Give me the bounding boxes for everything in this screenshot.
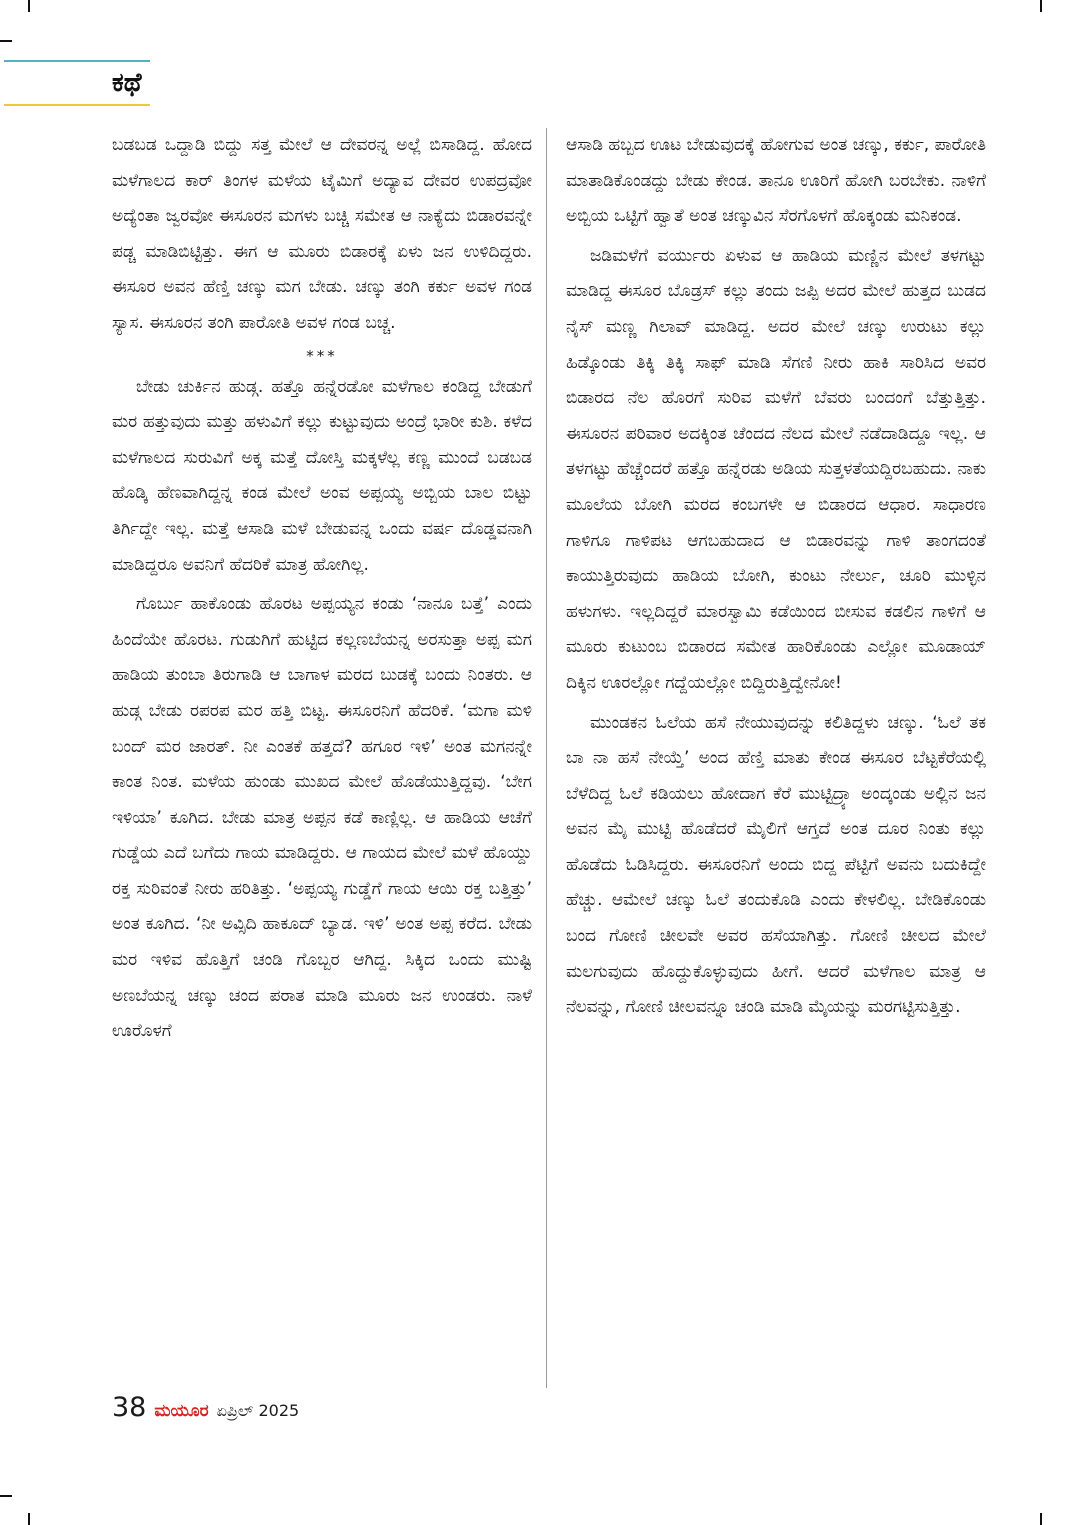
paragraph: ಗೊರ್ಬು ಹಾಕೊಂಡು ಹೊರಟ ಅಪ್ಪಯ್ಯನ ಕಂಡು ‘ನಾನೂ ಬತ್ತೆ’ ಎಂದು ಹಿಂದೆಯೇ ಹೊರಟ. ಗುಡುಗಿಗೆ ಹುಟ್ಟಿದ ಕಲ್ಲಣಬೆಯನ್ನ ಅರಸುತ್ತಾ ಅಪ್ಪ ಮಗ ಹಾಡಿಯ ತುಂಬಾ ತಿರುಗಾಡಿ ಆ ಬಾಗಾಳ ಮರದ ಬುಡಕ್ಕೆ ಬಂದು ನಿಂತರು. ಆ ಹುಡ್ಗ ಬೇಡು ರಪರಪ ಮರ ಹತ್ತಿ ಬಿಟ್ಟ. ಈಸೂರನಿಗೆ ಹೆದರಿಕೆ. ‘ಮಗಾ ಮಳಿ ಬಂದ್ ಮರ ಜಾರತ್. ನೀ ಎಂತಕೆ ಹತ್ತದೆ? ಹಗೂರ ಇಳಿ’ ಅಂತ ಮಗನನ್ನೇ ಕಾಂತ ನಿಂತ. ಮಳೆಯ ಹುಂಡು ಮುಖದ ಮೇಲೆ ಹೊಡೆಯುತ್ತಿದ್ದವು. ‘ಬೇಗ ಇಳಿಯಾ’ ಕೂಗಿದ. ಬೇಡು ಮಾತ್ರ ಅಪ್ಪನ ಕಡೆ ಕಾಣ್ಲಿಲ್ಲ. ಆ ಹಾಡಿಯ ಆಚೆಗೆ ಗುಡ್ಡೆಯ ಎದೆ ಬಗೆದು ಗಾಯ ಮಾಡಿದ್ದರು. ಆ ಗಾಯದ ಮೇಲೆ ಮಳೆ ಹೊಯ್ದು ರಕ್ತ ಸುರಿವಂತೆ ನೀರು ಹರಿತಿತ್ತು. ‘ಅಪ್ಪಯ್ಯ ಗುಡ್ಡೆಗೆ ಗಾಯ ಆಯಿ ರಕ್ತ ಬತ್ತಿತ್ತು’ ಅಂತ ಕೂಗಿದ. ‘ನೀ ಅವ್ಸಿದಿ ಹಾಕೂದ್ ಬ್ಯಾಡ. ಇಳಿ’ ಅಂತ ಅಪ್ಪ ಕರೆದ. ಬೇಡು ಮರ ಇಳಿವ ಹೊತ್ತಿಗೆ ಚಂಡಿ ಗೊಬ್ಬರ ಆಗಿದ್ದ. ಸಿಕ್ಕಿದ ಒಂದು ಮುಷ್ಟಿ ಅಣಬೆಯನ್ನ ಚಣ್ಕು ಚಂದ ಪರಾತ ಮಾಡಿ ಮೂರು ಜನ ಉಂಡರು. ನಾಳೆ ಊರೊಳಗೆ bbox=[112, 594, 532, 1042]
page-footer bbox=[112, 1392, 299, 1432]
crop-mark bbox=[1040, 1513, 1042, 1525]
column-divider bbox=[546, 128, 547, 1388]
header-accent-line-bottom bbox=[4, 104, 150, 106]
paragraph: ಮುಂಡಕನ ಓಲೆಯ ಹಸೆ ನೇಯುವುದನ್ನು ಕಲಿತಿದ್ದಳು ಚಣ್ಕು. ‘ಓಲೆ ತಕ ಬಾ ನಾ ಹಸೆ ನೇಯ್ತೆ’ ಅಂದ ಹೆಣ್ತಿ ಮಾತು ಕೇಂಡ ಈಸೂರ ಬೆಟ್ಟಕೆರೆಯಲ್ಲಿ ಬೆಳೆದಿದ್ದ ಓಲೆ ಕಡಿಯಲು ಹೋದಾಗ ಕೆರೆ ಮುಟ್ಟಿದ್ರ್ಯಾ ಅಂದ್ಕಂಡು ಅಲ್ಲಿನ ಜನ ಅವನ ಮೈ ಮುಟ್ಟಿ ಹೊಡೆದರೆ ಮೈಲಿಗೆ ಆಗ್ತದೆ ಅಂತ ದೂರ ನಿಂತು ಕಲ್ಲು ಹೊಡೆದು ಓಡಿಸಿದ್ದರು. ಈಸೂರನಿಗೆ ಅಂದು ಬಿದ್ದ ಪೆಟ್ಟಿಗೆ ಅವನು ಬದುಕಿದ್ದೇ ಹೆಚ್ಚು. ಆಮೇಲೆ ಚಣ್ಕು ಓಲೆ ತಂದುಕೊಡಿ ಎಂದು ಕೇಳಲಿಲ್ಲ. ಬೇಡಿಕೊಂಡು ಬಂದ ಗೋಣಿ ಚೀಲವೇ ಅವರ ಹಸೆಯಾಗಿತ್ತು. ಗೋಣಿ ಚೀಲದ ಮೇಲೆ ಮಲಗುವುದು ಹೊದ್ದುಕೊಳ್ಳುವುದು ಹೀಗೆ. ಆದರೆ ಮಳೆಗಾಲ ಮಾತ್ರ ಆ ನೆಲವನ್ನು, ಗೋಣಿ ಚೀಲವನ್ನೂ ಚಂಡಿ ಮಾಡಿ ಮೈಯನ್ನು ಮರಗಟ್ಟಿಸುತ್ತಿತ್ತು. bbox=[566, 712, 986, 1018]
paragraph: ಆಸಾಡಿ ಹಬ್ಬದ ಊಟ ಬೇಡುವುದಕ್ಕೆ ಹೋಗುವ ಅಂತ ಚಣ್ಕು, ಕರ್ಕು, ಪಾರೋತಿ ಮಾತಾಡಿಕೊಂಡದ್ದು ಬೇಡು ಕೇಂಡ. ತಾನೂ ಊರಿಗೆ ಹೋಗಿ ಬರಬೇಕು. ನಾಳಿಗೆ ಅಬ್ಬಿಯ ಒಟ್ಟಿಗೆ ಹ್ವಾತೆ ಅಂತ ಚಣ್ಕುವಿನ ಸೆರಗೊಳಗೆ ಹೊಕ್ಕಂಡು ಮನಿಕಂಡ. bbox=[566, 135, 986, 227]
issue-date: ಏಪ್ರಿಲ್ 2025 bbox=[216, 1401, 300, 1420]
section-separator: *** bbox=[306, 346, 338, 365]
left-column bbox=[112, 128, 532, 1050]
magazine-logo: ಮಯೂರ bbox=[154, 1401, 209, 1421]
header-accent-line-top bbox=[4, 60, 150, 62]
crop-mark bbox=[0, 1495, 12, 1497]
crop-mark bbox=[1040, 0, 1042, 12]
paragraph: ಜಡಿಮಳೆಗೆ ವರ್ಯುರು ಏಳುವ ಆ ಹಾಡಿಯ ಮಣ್ಣಿನ ಮೇಲೆ ತಳಗಟ್ಟು ಮಾಡಿದ್ದ ಈಸೂರ ಬೊಡ್ರಸ್ ಕಲ್ಲು ತಂದು ಜಪ್ಪಿ ಅದರ ಮೇಲೆ ಹುತ್ತದ ಬುಡದ ನೈಸ್ ಮಣ್ಣ ಗಿಲಾವ್ ಮಾಡಿದ್ದ. ಅದರ ಮೇಲೆ ಚಣ್ಕು ಉರುಟು ಕಲ್ಲು ಹಿಡ್ಕೊಂಡು ತಿಕ್ಕಿ ತಿಕ್ಕಿ ಸಾಫ್ ಮಾಡಿ ಸೆಗಣಿ ನೀರು ಹಾಕಿ ಸಾರಿಸಿದ ಅವರ ಬಿಡಾರದ ನೆಲ ಹೊರಗೆ ಸುರಿವ ಮಳೆಗೆ ಬೆವರು ಬಂದಂಗೆ ಬೆತ್ತುತ್ತಿತ್ತು. ಈಸೂರನ ಪರಿವಾರ ಅದಕ್ಕಿಂತ ಚೆಂದದ ನೆಲದ ಮೇಲೆ ನಡೆದಾಡಿದ್ದೂ ಇಲ್ಲ. ಆ ತಳಗಟ್ಟು ಹೆಚ್ಚೆಂದರೆ ಹತ್ತೊ ಹನ್ನೆರಡು ಅಡಿಯ ಸುತ್ತಳತೆಯದ್ದಿರಬಹುದು. ನಾಕು ಮೂಲೆಯ ಬೋಗಿ ಮರದ ಕಂಬಗಳೇ ಆ ಬಿಡಾರದ ಆಧಾರ. ಸಾಧಾರಣ ಗಾಳಿಗೂ ಗಾಳಿಪಟ ಆಗಬಹುದಾದ ಆ ಬಿಡಾರವನ್ನು ಗಾಳಿ ತಾಂಗದಂತೆ ಕಾಯುತ್ತಿರುವುದು ಹಾಡಿಯ ಬೋಗಿ, ಕುಂಟು ನೇರ್ಲು, ಚೂರಿ ಮುಳ್ಳಿನ ಹಳುಗಳು. ಇಲ್ಲದಿದ್ದರೆ ಮಾರಸ್ವಾಮಿ ಕಡೆಯಿಂದ ಬೀಸುವ ಕಡಲಿನ ಗಾಳಿಗೆ ಆ ಮೂರು ಕುಟುಂಬ ಬಿಡಾರದ ಸಮೇತ ಹಾರಿಕೊಂಡು ಎಲ್ಲೋ ಮೂಡಾಯ್ ದಿಕ್ಕಿನ ಊರಲ್ಲೋ ಗದ್ದೆಯಲ್ಲೋ ಬಿದ್ದಿರುತ್ತಿದ್ವೇನೋ! bbox=[566, 245, 986, 693]
page-number: 38 bbox=[112, 1392, 147, 1423]
paragraph: ಬೇಡು ಚುರ್ಕಿನ ಹುಡ್ಗ. ಹತ್ತೊ ಹನ್ನೆರಡೋ ಮಳೆಗಾಲ ಕಂಡಿದ್ದ ಬೇಡುಗೆ ಮರ ಹತ್ತುವುದು ಮತ್ತು ಹಳುವಿಗೆ ಕಲ್ಲು ಕುಟ್ಟುವುದು ಅಂದ್ರೆ ಭಾರೀ ಕುಶಿ. ಕಳೆದ ಮಳೆಗಾಲದ ಸುರುವಿಗೆ ಅಕ್ಕ ಮತ್ತೆ ದೋಸ್ತಿ ಮಕ್ಕಳೆಲ್ಲ ಕಣ್ಣ ಮುಂದೆ ಬಡಬಡ ಹೊಡ್ಕಿ ಹೆಣವಾಗಿದ್ದನ್ನ ಕಂಡ ಮೇಲೆ ಅಂವ ಅಪ್ಪಯ್ಯ ಅಬ್ಬಿಯ ಬಾಲ ಬಿಟ್ಟು ತಿರ್ಗಿದ್ದೇ ಇಲ್ಲ. ಮತ್ತೆ ಆಸಾಡಿ ಮಳೆ ಬೇಡುವನ್ನ ಒಂದು ವರ್ಷ ದೊಡ್ಡವನಾಗಿ ಮಾಡಿದ್ದರೂ ಅವನಿಗೆ ಹೆದರಿಕೆ ಮಾತ್ರ ಹೋಗಿಲ್ಲ. bbox=[112, 376, 532, 575]
crop-mark bbox=[28, 1513, 30, 1525]
section-label: ಕಥೆ bbox=[112, 68, 142, 98]
right-column bbox=[566, 128, 986, 1026]
crop-mark bbox=[28, 0, 30, 12]
paragraph: ಬಡಬಡ ಒದ್ದಾಡಿ ಬಿದ್ದು ಸತ್ತ ಮೇಲೆ ಆ ದೇವರನ್ನ ಅಲ್ಲೆ ಬಿಸಾಡಿದ್ದ. ಹೋದ ಮಳೆಗಾಲದ ಕಾರ್ ತಿಂಗಳ ಮಳೆಯ ಟೈಮಿಗೆ ಅದ್ಯಾವ ದೇವರ ಉಪದ್ರವೋ ಅದ್ಯೆಂತಾ ಜ್ವರವೋ ಈಸೂರನ ಮಗಳು ಬಚ್ಚಿ ಸಮೇತ ಆ ನಾಕ್ಯೆದು ಬಿಡಾರವನ್ನೇ ಪಡ್ಚ ಮಾಡಿಬಿಟ್ಟಿತ್ತು. ಈಗ ಆ ಮೂರು ಬಿಡಾರಕ್ಕೆ ಏಳು ಜನ ಉಳಿದಿದ್ದರು. ಈಸೂರ ಅವನ ಹೆಣ್ತಿ ಚಣ್ಕು ಮಗ ಬೇಡು. ಚಣ್ಕು ತಂಗಿ ಕರ್ಕು ಅವಳ ಗಂಡ ಸ್ಯಾಸ. ಈಸೂರನ ತಂಗಿ ಪಾರೋತಿ ಅವಳ ಗಂಡ ಬಚ್ಚ. bbox=[112, 135, 532, 333]
crop-mark bbox=[0, 40, 12, 42]
